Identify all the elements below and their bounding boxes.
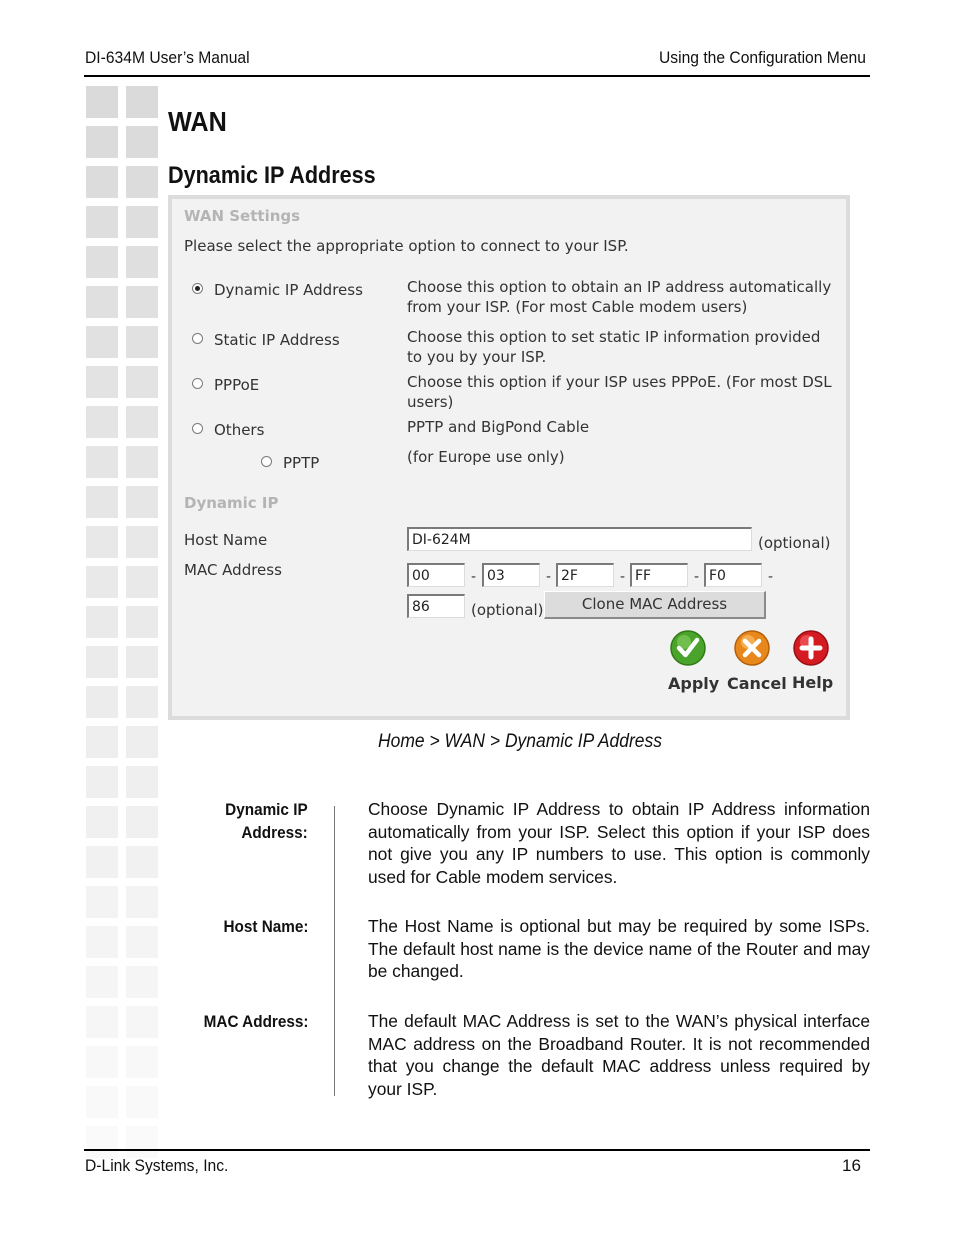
decorative-square (126, 606, 158, 638)
decorative-square (86, 406, 118, 438)
static-ip-radio[interactable] (192, 333, 203, 344)
definition-mac-address: The default MAC Address is set to the WAN’s physical interface MAC address on the Broadband Router. It is not recommended that you change the default MAC address unless required by your ISP. (368, 1011, 870, 1099)
mac-optional: (optional) (471, 601, 544, 619)
company-name: D-Link Systems, Inc. (85, 1156, 229, 1175)
decorative-square (126, 726, 158, 758)
apply-checkmark-icon[interactable] (669, 629, 707, 667)
decorative-square (126, 86, 158, 118)
decorative-square (126, 406, 158, 438)
apply-label[interactable]: Apply (668, 674, 720, 693)
decorative-square (126, 886, 158, 918)
mac-separator: - (768, 569, 774, 585)
decorative-square (86, 726, 118, 758)
pptp-radio[interactable] (261, 456, 272, 467)
host-name-input[interactable]: DI-624M (407, 527, 752, 551)
decorative-square (86, 766, 118, 798)
pppoe-label: PPPoE (214, 376, 260, 394)
definition-dynamic-ip-address: Choose Dynamic IP Address to obtain IP Address information automatically from your ISP. Select this option if your ISP does not give you any IP numbers to use. This option is commonly used for Cable modem services. (368, 799, 870, 887)
help-plus-icon[interactable] (792, 629, 830, 667)
decorative-square (86, 246, 118, 278)
decorative-square (126, 166, 158, 198)
definition-host-name: The Host Name is optional but may be required by some ISPs. The default host name is the device name of the Router and may be changed. (368, 916, 870, 981)
decorative-square (126, 126, 158, 158)
figure-caption: Home > WAN > Dynamic IP Address (378, 731, 662, 752)
decorative-square (86, 646, 118, 678)
decorative-square (126, 486, 158, 518)
term-host-name (148, 915, 308, 938)
others-label: Others (214, 421, 265, 439)
static-ip-description: Choose this option to set static IP information provided to you by your ISP. (407, 328, 821, 366)
header-rule (84, 75, 870, 77)
decorative-square (86, 446, 118, 478)
cancel-x-icon[interactable] (733, 629, 771, 667)
dynamic-ip-description: Choose this option to obtain an IP address automatically from your ISP. (For most Cable modem users) (407, 278, 832, 316)
decorative-square (126, 966, 158, 998)
decorative-square (126, 646, 158, 678)
decorative-square (126, 1046, 158, 1078)
mac-address-label: MAC Address (184, 561, 282, 579)
host-name-optional: (optional) (758, 534, 831, 552)
decorative-square-grid (84, 84, 160, 1150)
decorative-square (86, 126, 118, 158)
decorative-square (86, 606, 118, 638)
decorative-square (126, 1126, 158, 1158)
page-number: 16 (842, 1156, 861, 1175)
decorative-square (86, 926, 118, 958)
clone-mac-button[interactable]: Clone MAC Address (544, 591, 766, 619)
pppoe-description: Choose this option if your ISP uses PPPoE. (For most DSL users) (407, 373, 832, 411)
dynamic-ip-label: Dynamic IP Address (214, 281, 363, 299)
pptp-description: (for Europe use only) (407, 448, 565, 466)
decorative-square (86, 966, 118, 998)
decorative-square (86, 1046, 118, 1078)
decorative-square (126, 1086, 158, 1118)
mac-octet-5-input[interactable]: F0 (704, 563, 762, 587)
decorative-square (126, 326, 158, 358)
pptp-label: PPTP (283, 454, 320, 472)
decorative-square (126, 366, 158, 398)
mac-separator: - (694, 569, 700, 585)
decorative-square (126, 766, 158, 798)
term-line: Dynamic IP (225, 800, 308, 819)
others-description: PPTP and BigPond Cable (407, 418, 590, 436)
decorative-square (86, 526, 118, 558)
host-name-label: Host Name (184, 531, 268, 549)
decorative-square (86, 286, 118, 318)
chapter-title: Using the Configuration Menu (659, 48, 866, 67)
decorative-square (86, 486, 118, 518)
page-title: WAN (168, 106, 227, 137)
decorative-square (86, 206, 118, 238)
instruction-text: Please select the appropriate option to connect to your ISP. (184, 237, 629, 255)
mac-separator: - (546, 569, 552, 585)
static-ip-label: Static IP Address (214, 331, 340, 349)
mac-separator: - (620, 569, 626, 585)
decorative-square (86, 566, 118, 598)
term-line: MAC Address: (203, 1012, 308, 1031)
decorative-square (126, 286, 158, 318)
decorative-square (126, 206, 158, 238)
dynamic-ip-radio[interactable] (192, 283, 203, 294)
decorative-square (86, 886, 118, 918)
mac-separator: - (471, 569, 477, 585)
decorative-square (86, 366, 118, 398)
section-title: Dynamic IP Address (168, 162, 376, 189)
mac-octet-3-input[interactable]: 2F (556, 563, 614, 587)
decorative-square (126, 526, 158, 558)
mac-octet-4-input[interactable]: FF (630, 563, 688, 587)
dynamic-ip-heading: Dynamic IP (184, 494, 279, 512)
mac-octet-1-input[interactable]: 00 (407, 563, 465, 587)
decorative-square (86, 166, 118, 198)
mac-octet-6-input[interactable]: 86 (407, 594, 465, 618)
decorative-square (86, 1006, 118, 1038)
decorative-square (86, 846, 118, 878)
term-mac-address (148, 1010, 308, 1033)
others-radio[interactable] (192, 423, 203, 434)
mac-octet-2-input[interactable]: 03 (482, 563, 540, 587)
wan-settings-screenshot (168, 195, 850, 720)
definition-divider (334, 806, 335, 1096)
help-label[interactable]: Help (792, 673, 834, 692)
decorative-square (86, 86, 118, 118)
decorative-square (126, 446, 158, 478)
decorative-square (86, 686, 118, 718)
decorative-square (126, 566, 158, 598)
decorative-square (126, 846, 158, 878)
term-line: Host Name: (222, 917, 308, 936)
term-line: Address: (241, 823, 308, 842)
pppoe-radio[interactable] (192, 378, 203, 389)
decorative-square (126, 246, 158, 278)
decorative-square (86, 326, 118, 358)
decorative-square (126, 686, 158, 718)
footer-rule (84, 1149, 870, 1151)
decorative-square (86, 1126, 118, 1158)
decorative-square (86, 1086, 118, 1118)
decorative-square (86, 806, 118, 838)
manual-title: DI-634M User’s Manual (85, 48, 250, 67)
cancel-label[interactable]: Cancel (727, 674, 787, 693)
term-dynamic-ip-address (148, 798, 308, 844)
wan-settings-heading: WAN Settings (184, 207, 301, 225)
